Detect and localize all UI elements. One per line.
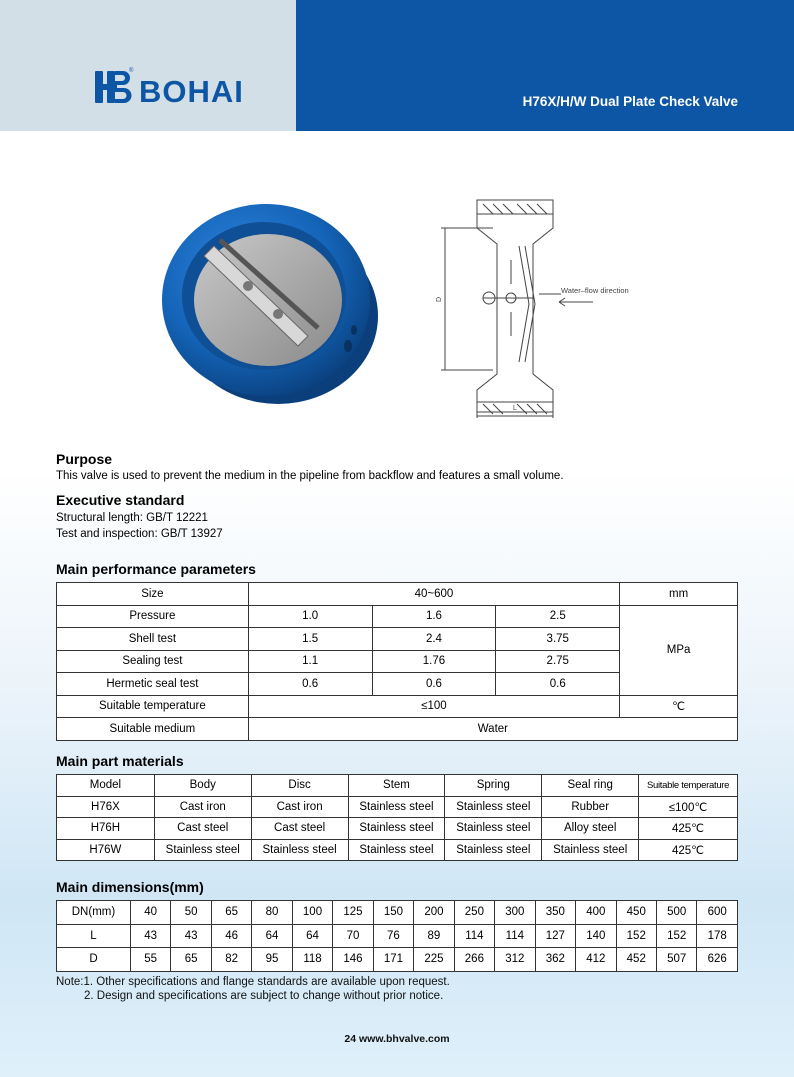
note-line-1: Note:1. Other specifications and flange standards are available upon request. bbox=[56, 976, 450, 988]
row-label-cell: DN(mm) bbox=[57, 901, 131, 925]
medium-label: Suitable medium bbox=[57, 718, 249, 741]
table-row bbox=[57, 924, 738, 948]
table-cell: 412 bbox=[576, 948, 616, 972]
table-cell: Rubber bbox=[542, 796, 639, 818]
table-cell: H76X bbox=[57, 796, 155, 818]
header-cell: Spring bbox=[445, 775, 542, 797]
sealing-test-label: Sealing test bbox=[57, 650, 249, 673]
flow-direction-label: Water–flow direction bbox=[561, 286, 629, 295]
page-number: 24 bbox=[344, 1033, 357, 1045]
table-cell: 225 bbox=[414, 948, 454, 972]
table-cell: 500 bbox=[656, 901, 696, 925]
table-cell: 178 bbox=[697, 924, 738, 948]
table-cell: ≤100℃ bbox=[639, 796, 738, 818]
pressure-label: Pressure bbox=[57, 605, 249, 628]
table-cell: 89 bbox=[414, 924, 454, 948]
table-cell: 82 bbox=[211, 948, 251, 972]
table-cell: 507 bbox=[656, 948, 696, 972]
table-row bbox=[57, 718, 738, 741]
size-unit: mm bbox=[620, 583, 738, 606]
table-cell: 312 bbox=[495, 948, 535, 972]
header-cell: Disc bbox=[251, 775, 348, 797]
medium-value: Water bbox=[248, 718, 737, 741]
dimensions-title: Main dimensions(mm) bbox=[56, 879, 204, 895]
table-header-row bbox=[57, 775, 738, 797]
table-cell: 55 bbox=[130, 948, 170, 972]
table-cell: 65 bbox=[171, 948, 211, 972]
purpose-title: Purpose bbox=[56, 451, 113, 467]
table-cell: 300 bbox=[495, 901, 535, 925]
valve-section-diagram bbox=[433, 194, 693, 420]
table-row bbox=[57, 695, 738, 718]
table-cell: 146 bbox=[333, 948, 373, 972]
header-cell: Seal ring bbox=[542, 775, 639, 797]
table-cell: 452 bbox=[616, 948, 656, 972]
table-cell: H76H bbox=[57, 818, 155, 840]
header-title-panel bbox=[296, 0, 794, 131]
table-cell: 1.1 bbox=[248, 650, 372, 673]
svg-text:®: ® bbox=[129, 68, 134, 74]
structural-length-text: Structural length: GB/T 12221 bbox=[56, 512, 208, 524]
table-cell: 76 bbox=[373, 924, 413, 948]
table-cell: Cast steel bbox=[251, 818, 348, 840]
table-cell: 43 bbox=[130, 924, 170, 948]
materials-table bbox=[56, 774, 738, 861]
table-cell: 1.76 bbox=[372, 650, 496, 673]
hermetic-seal-label: Hermetic seal test bbox=[57, 673, 249, 696]
table-cell: Stainless steel bbox=[542, 839, 639, 861]
table-cell: 0.6 bbox=[372, 673, 496, 696]
header-cell: Body bbox=[154, 775, 251, 797]
table-cell: 50 bbox=[171, 901, 211, 925]
table-cell: 0.6 bbox=[496, 673, 620, 696]
table-cell: 118 bbox=[292, 948, 332, 972]
table-cell: 1.6 bbox=[372, 605, 496, 628]
table-cell: 450 bbox=[616, 901, 656, 925]
table-cell: 200 bbox=[414, 901, 454, 925]
note-line-2: 2. Design and specifications are subject to change without prior notice. bbox=[84, 990, 444, 1002]
table-cell: 3.75 bbox=[496, 628, 620, 651]
table-cell: Stainless steel bbox=[445, 818, 542, 840]
table-cell: 150 bbox=[373, 901, 413, 925]
table-cell: 171 bbox=[373, 948, 413, 972]
dimensions-table bbox=[56, 900, 738, 972]
brand-name: BOHAI bbox=[139, 74, 244, 109]
table-cell: 100 bbox=[292, 901, 332, 925]
table-cell: 46 bbox=[211, 924, 251, 948]
page-footer bbox=[0, 1033, 794, 1045]
label-d: D bbox=[436, 296, 443, 302]
table-cell: 1.0 bbox=[248, 605, 372, 628]
table-cell: Stainless steel bbox=[251, 839, 348, 861]
table-cell: 114 bbox=[495, 924, 535, 948]
table-cell: 64 bbox=[292, 924, 332, 948]
table-cell: 626 bbox=[697, 948, 738, 972]
table-cell: 43 bbox=[171, 924, 211, 948]
table-cell: 2.4 bbox=[372, 628, 496, 651]
table-cell: 152 bbox=[656, 924, 696, 948]
table-cell: Cast iron bbox=[251, 796, 348, 818]
table-cell: Stainless steel bbox=[348, 796, 445, 818]
label-l: L bbox=[513, 405, 517, 412]
shell-test-label: Shell test bbox=[57, 628, 249, 651]
table-cell: 140 bbox=[576, 924, 616, 948]
table-cell: 250 bbox=[454, 901, 494, 925]
bohai-logo bbox=[93, 64, 273, 110]
table-cell: Stainless steel bbox=[348, 839, 445, 861]
website-url: www.bhvalve.com bbox=[358, 1033, 450, 1045]
table-cell: Stainless steel bbox=[348, 818, 445, 840]
performance-table bbox=[56, 582, 738, 741]
pressure-unit: MPa bbox=[620, 605, 738, 695]
header-cell: Model bbox=[57, 775, 155, 797]
table-row bbox=[57, 948, 738, 972]
valve-photo bbox=[158, 196, 380, 408]
table-cell: 40 bbox=[130, 901, 170, 925]
product-title: H76X/H/W Dual Plate Check Valve bbox=[522, 94, 738, 109]
table-row bbox=[57, 605, 738, 628]
header-cell: Suitable temperature bbox=[639, 775, 738, 797]
row-label-cell: L bbox=[57, 924, 131, 948]
table-cell: 425℃ bbox=[639, 818, 738, 840]
table-cell: Stainless steel bbox=[154, 839, 251, 861]
table-cell: 425℃ bbox=[639, 839, 738, 861]
table-cell: 400 bbox=[576, 901, 616, 925]
table-cell: Stainless steel bbox=[445, 839, 542, 861]
table-cell: Stainless steel bbox=[445, 796, 542, 818]
table-cell: 1.5 bbox=[248, 628, 372, 651]
table-cell: 64 bbox=[252, 924, 292, 948]
table-cell: H76W bbox=[57, 839, 155, 861]
table-cell: 0.6 bbox=[248, 673, 372, 696]
table-cell: 127 bbox=[535, 924, 575, 948]
table-cell: 65 bbox=[211, 901, 251, 925]
table-cell: Cast steel bbox=[154, 818, 251, 840]
table-cell: 70 bbox=[333, 924, 373, 948]
table-cell: Cast iron bbox=[154, 796, 251, 818]
row-label-cell: D bbox=[57, 948, 131, 972]
executive-standard-title: Executive standard bbox=[56, 492, 185, 508]
table-cell: 125 bbox=[333, 901, 373, 925]
table-cell: 350 bbox=[535, 901, 575, 925]
materials-title: Main part materials bbox=[56, 753, 184, 769]
table-row bbox=[57, 796, 738, 818]
table-row bbox=[57, 839, 738, 861]
header-cell: Stem bbox=[348, 775, 445, 797]
table-cell: 2.75 bbox=[496, 650, 620, 673]
table-cell: Alloy steel bbox=[542, 818, 639, 840]
purpose-text: This valve is used to prevent the medium in the pipeline from backflow and features a small volume. bbox=[56, 470, 564, 482]
table-cell: 2.5 bbox=[496, 605, 620, 628]
test-inspection-text: Test and inspection: GB/T 13927 bbox=[56, 528, 223, 540]
table-cell: 266 bbox=[454, 948, 494, 972]
size-label: Size bbox=[57, 583, 249, 606]
temperature-value: ≤100 bbox=[248, 695, 619, 718]
size-value: 40~600 bbox=[248, 583, 619, 606]
table-row bbox=[57, 818, 738, 840]
table-cell: 152 bbox=[616, 924, 656, 948]
table-cell: 95 bbox=[252, 948, 292, 972]
table-row bbox=[57, 583, 738, 606]
temperature-unit: ℃ bbox=[620, 695, 738, 718]
table-cell: 114 bbox=[454, 924, 494, 948]
table-cell: 600 bbox=[697, 901, 738, 925]
temperature-label: Suitable temperature bbox=[57, 695, 249, 718]
table-cell: 80 bbox=[252, 901, 292, 925]
table-cell: 362 bbox=[535, 948, 575, 972]
table-row bbox=[57, 901, 738, 925]
performance-title: Main performance parameters bbox=[56, 561, 256, 577]
